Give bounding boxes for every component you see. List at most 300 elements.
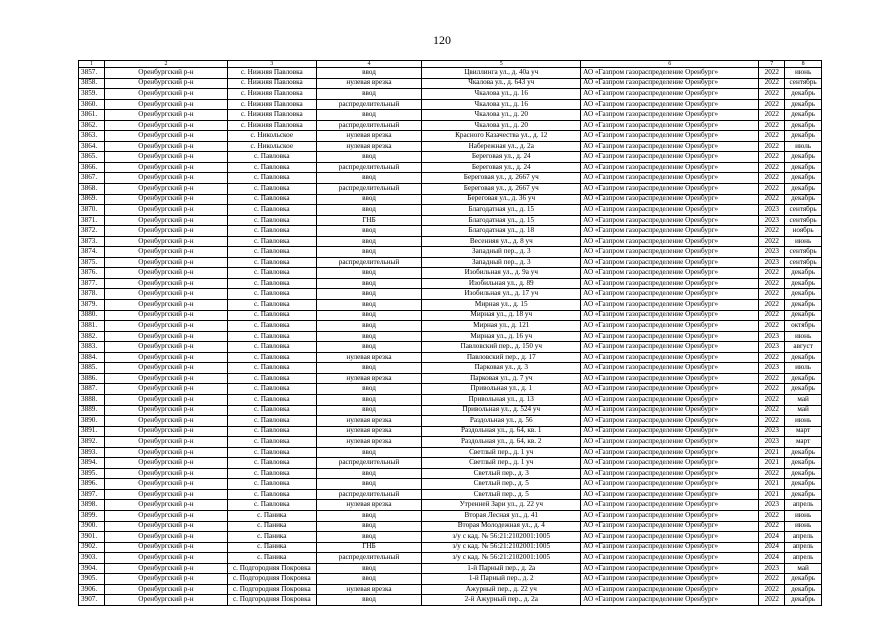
column-header: 6: [581, 61, 759, 68]
table-row: [79, 110, 822, 121]
month-cell: декабрь: [785, 278, 822, 289]
settlement-cell: с. Павловка: [228, 373, 317, 384]
address-cell: Красного Казачества ул., д. 12: [422, 131, 581, 142]
district-cell: Оренбургский р-н: [104, 300, 227, 311]
address-cell: Вторая Молодежная ул., д. 4: [422, 521, 581, 532]
year-cell: 2022: [759, 89, 785, 100]
settlement-cell: с. Паника: [228, 532, 317, 543]
year-cell: 2022: [759, 120, 785, 131]
settlement-cell: с. Павловка: [228, 416, 317, 427]
address-cell: Мирная ул., д. 121: [422, 321, 581, 332]
year-cell: 2023: [759, 342, 785, 353]
settlement-cell: с. Подгородняя Покровка: [228, 563, 317, 574]
organization-cell: АО «Газпром газораспределение Оренбург»: [581, 363, 759, 374]
work-type-cell: распределительный: [316, 184, 422, 195]
settlement-cell: с. Павловка: [228, 394, 317, 405]
district-cell: Оренбургский р-н: [104, 489, 227, 500]
district-cell: Оренбургский р-н: [104, 184, 227, 195]
district-cell: Оренбургский р-н: [104, 352, 227, 363]
table-row: [79, 532, 822, 543]
row-number: 3904.: [79, 563, 105, 574]
work-type-cell: распределительный: [316, 162, 422, 173]
year-cell: 2021: [759, 447, 785, 458]
month-cell: сентябрь: [785, 257, 822, 268]
row-number: 3890.: [79, 416, 105, 427]
month-cell: декабрь: [785, 479, 822, 490]
month-cell: декабрь: [785, 289, 822, 300]
year-cell: 2022: [759, 110, 785, 121]
address-cell: Изобильная ул., д. 89: [422, 278, 581, 289]
organization-cell: АО «Газпром газораспределение Оренбург»: [581, 194, 759, 205]
organization-cell: АО «Газпром газораспределение Оренбург»: [581, 584, 759, 595]
district-cell: Оренбургский р-н: [104, 426, 227, 437]
district-cell: Оренбургский р-н: [104, 532, 227, 543]
work-type-cell: ввод: [316, 110, 422, 121]
row-number: 3898.: [79, 500, 105, 511]
table-row: [79, 205, 822, 216]
settlement-cell: с. Павловка: [228, 173, 317, 184]
settlement-cell: с. Павловка: [228, 447, 317, 458]
table-row: [79, 278, 822, 289]
table-row: [79, 595, 822, 606]
row-number: 3881.: [79, 321, 105, 332]
row-number: 3906.: [79, 584, 105, 595]
year-cell: 2022: [759, 373, 785, 384]
organization-cell: АО «Газпром газораспределение Оренбург»: [581, 447, 759, 458]
column-header: 2: [104, 61, 227, 68]
table-row: [79, 510, 822, 521]
table-row: [79, 342, 822, 353]
work-type-cell: ввод: [316, 68, 422, 79]
address-cell: Привольная ул., д. 524 уч: [422, 405, 581, 416]
organization-cell: АО «Газпром газораспределение Оренбург»: [581, 89, 759, 100]
work-type-cell: ввод: [316, 173, 422, 184]
row-number: 3872.: [79, 226, 105, 237]
address-cell: Ажурный пер., д. 22 уч: [422, 584, 581, 595]
organization-cell: АО «Газпром газораспределение Оренбург»: [581, 553, 759, 564]
year-cell: 2022: [759, 289, 785, 300]
address-cell: Благодатная ул., д. 18: [422, 226, 581, 237]
organization-cell: АО «Газпром газораспределение Оренбург»: [581, 300, 759, 311]
district-cell: Оренбургский р-н: [104, 384, 227, 395]
row-number: 3861.: [79, 110, 105, 121]
organization-cell: АО «Газпром газораспределение Оренбург»: [581, 162, 759, 173]
organization-cell: АО «Газпром газораспределение Оренбург»: [581, 110, 759, 121]
address-cell: Светлый пер., д. 3: [422, 468, 581, 479]
year-cell: 2024: [759, 553, 785, 564]
work-type-cell: нулевая врезка: [316, 352, 422, 363]
organization-cell: АО «Газпром газораспределение Оренбург»: [581, 532, 759, 543]
work-type-cell: распределительный: [316, 99, 422, 110]
month-cell: декабрь: [785, 162, 822, 173]
month-cell: декабрь: [785, 489, 822, 500]
address-cell: Чкалова ул., д. 16: [422, 99, 581, 110]
row-number: 3876.: [79, 268, 105, 279]
month-cell: май: [785, 563, 822, 574]
row-number: 3878.: [79, 289, 105, 300]
settlement-cell: с. Павловка: [228, 479, 317, 490]
district-cell: Оренбургский р-н: [104, 574, 227, 585]
column-header: 7: [759, 61, 785, 68]
year-cell: 2022: [759, 574, 785, 585]
month-cell: ноябрь: [785, 226, 822, 237]
table-row: [79, 437, 822, 448]
organization-cell: АО «Газпром газораспределение Оренбург»: [581, 78, 759, 89]
row-number: 3894.: [79, 458, 105, 469]
month-cell: декабрь: [785, 89, 822, 100]
row-number: 3866.: [79, 162, 105, 173]
address-cell: з/у с кад. № 56:21:2102001:1005: [422, 532, 581, 543]
settlement-cell: с. Павловка: [228, 194, 317, 205]
settlement-cell: с. Нижняя Павловка: [228, 99, 317, 110]
table-body: [79, 68, 822, 606]
year-cell: 2023: [759, 205, 785, 216]
district-cell: Оренбургский р-н: [104, 78, 227, 89]
row-number: 3888.: [79, 394, 105, 405]
table-row: [79, 468, 822, 479]
organization-cell: АО «Газпром газораспределение Оренбург»: [581, 510, 759, 521]
row-number: 3871.: [79, 215, 105, 226]
year-cell: 2022: [759, 78, 785, 89]
address-cell: Западный пер., д. 3: [422, 247, 581, 258]
row-number: 3905.: [79, 574, 105, 585]
table-row: [79, 373, 822, 384]
address-cell: Светлый пер., д. 5: [422, 479, 581, 490]
address-cell: Раздольная ул., д. 64, кв. 2: [422, 437, 581, 448]
month-cell: декабрь: [785, 458, 822, 469]
work-type-cell: ввод: [316, 331, 422, 342]
settlement-cell: с. Павловка: [228, 426, 317, 437]
organization-cell: АО «Газпром газораспределение Оренбург»: [581, 120, 759, 131]
work-type-cell: ввод: [316, 268, 422, 279]
table-row: [79, 384, 822, 395]
month-cell: декабрь: [785, 131, 822, 142]
work-type-cell: ввод: [316, 468, 422, 479]
work-type-cell: ввод: [316, 363, 422, 374]
work-type-cell: ввод: [316, 194, 422, 205]
work-type-cell: нулевая врезка: [316, 131, 422, 142]
work-type-cell: нулевая врезка: [316, 500, 422, 511]
work-type-cell: ввод: [316, 521, 422, 532]
district-cell: Оренбургский р-н: [104, 110, 227, 121]
year-cell: 2022: [759, 384, 785, 395]
year-cell: 2023: [759, 257, 785, 268]
address-cell: Западный пер., д. 3: [422, 257, 581, 268]
year-cell: 2022: [759, 300, 785, 311]
settlement-cell: с. Павловка: [228, 342, 317, 353]
organization-cell: АО «Газпром газораспределение Оренбург»: [581, 394, 759, 405]
month-cell: июль: [785, 363, 822, 374]
work-type-cell: ввод: [316, 226, 422, 237]
year-cell: 2022: [759, 521, 785, 532]
address-cell: Светлый пер., д. 5: [422, 489, 581, 500]
district-cell: Оренбургский р-н: [104, 468, 227, 479]
year-cell: 2023: [759, 563, 785, 574]
settlement-cell: с. Паника: [228, 510, 317, 521]
work-type-cell: ввод: [316, 447, 422, 458]
work-type-cell: ввод: [316, 247, 422, 258]
organization-cell: АО «Газпром газораспределение Оренбург»: [581, 542, 759, 553]
row-number: 3865.: [79, 152, 105, 163]
column-header: 1: [79, 61, 105, 68]
settlement-cell: с. Нижняя Павловка: [228, 110, 317, 121]
settlement-cell: с. Павловка: [228, 458, 317, 469]
row-number: 3858.: [79, 78, 105, 89]
work-type-cell: нулевая врезка: [316, 141, 422, 152]
district-cell: Оренбургский р-н: [104, 194, 227, 205]
year-cell: 2022: [759, 416, 785, 427]
work-type-cell: ввод: [316, 479, 422, 490]
table-row: [79, 489, 822, 500]
district-cell: Оренбургский р-н: [104, 510, 227, 521]
month-cell: декабрь: [785, 574, 822, 585]
district-cell: Оренбургский р-н: [104, 236, 227, 247]
year-cell: 2023: [759, 215, 785, 226]
row-number: 3867.: [79, 173, 105, 184]
month-cell: октябрь: [785, 321, 822, 332]
table-row: [79, 89, 822, 100]
district-cell: Оренбургский р-н: [104, 278, 227, 289]
organization-cell: АО «Газпром газораспределение Оренбург»: [581, 595, 759, 606]
row-number: 3869.: [79, 194, 105, 205]
district-cell: Оренбургский р-н: [104, 500, 227, 511]
settlement-cell: с. Павловка: [228, 226, 317, 237]
year-cell: 2022: [759, 268, 785, 279]
table-row: [79, 521, 822, 532]
row-number: 3903.: [79, 553, 105, 564]
address-cell: Чкалова ул., д. 20: [422, 110, 581, 121]
work-type-cell: нулевая врезка: [316, 373, 422, 384]
district-cell: Оренбургский р-н: [104, 205, 227, 216]
district-cell: Оренбургский р-н: [104, 416, 227, 427]
work-type-cell: ввод: [316, 510, 422, 521]
year-cell: 2022: [759, 194, 785, 205]
table-row: [79, 173, 822, 184]
settlement-cell: с. Павловка: [228, 236, 317, 247]
district-cell: Оренбургский р-н: [104, 215, 227, 226]
year-cell: 2021: [759, 489, 785, 500]
settlement-cell: с. Никольское: [228, 141, 317, 152]
organization-cell: АО «Газпром газораспределение Оренбург»: [581, 384, 759, 395]
district-cell: Оренбургский р-н: [104, 553, 227, 564]
row-number: 3879.: [79, 300, 105, 311]
address-cell: Чкалова ул., д. 20: [422, 120, 581, 131]
address-cell: Вторая Лесная ул., д. 41: [422, 510, 581, 521]
column-header: 5: [422, 61, 581, 68]
address-cell: Набережная ул., д. 2а: [422, 141, 581, 152]
year-cell: 2023: [759, 426, 785, 437]
district-cell: Оренбургский р-н: [104, 373, 227, 384]
year-cell: 2022: [759, 394, 785, 405]
month-cell: сентябрь: [785, 78, 822, 89]
organization-cell: АО «Газпром газораспределение Оренбург»: [581, 141, 759, 152]
month-cell: декабрь: [785, 310, 822, 321]
row-number: 3907.: [79, 595, 105, 606]
settlement-cell: с. Павловка: [228, 247, 317, 258]
address-cell: 1-й Парный пер., д. 2: [422, 574, 581, 585]
settlement-cell: с. Павловка: [228, 352, 317, 363]
row-number: 3899.: [79, 510, 105, 521]
settlement-cell: с. Павловка: [228, 384, 317, 395]
month-cell: декабрь: [785, 120, 822, 131]
year-cell: 2022: [759, 141, 785, 152]
month-cell: июль: [785, 141, 822, 152]
table-row: [79, 405, 822, 416]
settlement-cell: с. Павловка: [228, 215, 317, 226]
district-cell: Оренбургский р-н: [104, 542, 227, 553]
settlement-cell: с. Никольское: [228, 131, 317, 142]
row-number: 3887.: [79, 384, 105, 395]
table-row: [79, 542, 822, 553]
row-number: 3857.: [79, 68, 105, 79]
organization-cell: АО «Газпром газораспределение Оренбург»: [581, 321, 759, 332]
district-cell: Оренбургский р-н: [104, 268, 227, 279]
district-cell: Оренбургский р-н: [104, 405, 227, 416]
settlement-cell: с. Паника: [228, 553, 317, 564]
organization-cell: АО «Газпром газораспределение Оренбург»: [581, 236, 759, 247]
organization-cell: АО «Газпром газораспределение Оренбург»: [581, 352, 759, 363]
month-cell: июнь: [785, 68, 822, 79]
organization-cell: АО «Газпром газораспределение Оренбург»: [581, 173, 759, 184]
column-number-row: [79, 61, 822, 68]
organization-cell: АО «Газпром газораспределение Оренбург»: [581, 131, 759, 142]
table-row: [79, 500, 822, 511]
table-row: [79, 78, 822, 89]
row-number: 3901.: [79, 532, 105, 543]
table-row: [79, 479, 822, 490]
address-cell: Чкалова ул., д. 16: [422, 89, 581, 100]
table-row: [79, 447, 822, 458]
address-cell: Светлый пер., д. 1 уч: [422, 447, 581, 458]
address-cell: Весенняя ул., д. 8 уч: [422, 236, 581, 247]
district-cell: Оренбургский р-н: [104, 521, 227, 532]
work-type-cell: ввод: [316, 278, 422, 289]
table-row: [79, 363, 822, 374]
month-cell: апрель: [785, 532, 822, 543]
year-cell: 2022: [759, 184, 785, 195]
year-cell: 2023: [759, 331, 785, 342]
settlement-cell: с. Нижняя Павловка: [228, 89, 317, 100]
settlement-cell: с. Павловка: [228, 257, 317, 268]
organization-cell: АО «Газпром газораспределение Оренбург»: [581, 278, 759, 289]
settlement-cell: с. Павловка: [228, 300, 317, 311]
table-row: [79, 352, 822, 363]
month-cell: сентябрь: [785, 247, 822, 258]
year-cell: 2021: [759, 458, 785, 469]
district-cell: Оренбургский р-н: [104, 247, 227, 258]
month-cell: декабрь: [785, 352, 822, 363]
row-number: 3864.: [79, 141, 105, 152]
organization-cell: АО «Газпром газораспределение Оренбург»: [581, 574, 759, 585]
settlement-cell: с. Подгородняя Покровка: [228, 574, 317, 585]
address-cell: Береговая ул., д. 36 уч: [422, 194, 581, 205]
gasification-register-table: [78, 60, 822, 606]
settlement-cell: с. Нижняя Павловка: [228, 78, 317, 89]
settlement-cell: с. Нижняя Павловка: [228, 120, 317, 131]
row-number: 3884.: [79, 352, 105, 363]
district-cell: Оренбургский р-н: [104, 563, 227, 574]
year-cell: 2022: [759, 173, 785, 184]
row-number: 3892.: [79, 437, 105, 448]
work-type-cell: ввод: [316, 595, 422, 606]
district-cell: Оренбургский р-н: [104, 331, 227, 342]
month-cell: июнь: [785, 416, 822, 427]
address-cell: 2-й Ажурный пер., д. 2а: [422, 595, 581, 606]
row-number: 3875.: [79, 257, 105, 268]
table-row: [79, 574, 822, 585]
row-number: 3900.: [79, 521, 105, 532]
organization-cell: АО «Газпром газораспределение Оренбург»: [581, 437, 759, 448]
row-number: 3891.: [79, 426, 105, 437]
organization-cell: АО «Газпром газораспределение Оренбург»: [581, 468, 759, 479]
work-type-cell: ввод: [316, 205, 422, 216]
month-cell: апрель: [785, 542, 822, 553]
address-cell: Парковая ул., д. 7 уч: [422, 373, 581, 384]
year-cell: 2022: [759, 99, 785, 110]
year-cell: 2023: [759, 500, 785, 511]
month-cell: декабрь: [785, 447, 822, 458]
address-cell: Изобильная ул., д. 17 уч: [422, 289, 581, 300]
row-number: 3902.: [79, 542, 105, 553]
month-cell: сентябрь: [785, 205, 822, 216]
district-cell: Оренбургский р-н: [104, 447, 227, 458]
year-cell: 2022: [759, 162, 785, 173]
work-type-cell: ввод: [316, 384, 422, 395]
settlement-cell: с. Нижняя Павловка: [228, 68, 317, 79]
month-cell: март: [785, 437, 822, 448]
month-cell: август: [785, 342, 822, 353]
settlement-cell: с. Павловка: [228, 278, 317, 289]
address-cell: Мирная ул., д. 16 уч: [422, 331, 581, 342]
month-cell: декабрь: [785, 384, 822, 395]
district-cell: Оренбургский р-н: [104, 342, 227, 353]
organization-cell: АО «Газпром газораспределение Оренбург»: [581, 521, 759, 532]
row-number: 3862.: [79, 120, 105, 131]
settlement-cell: с. Павловка: [228, 363, 317, 374]
year-cell: 2022: [759, 321, 785, 332]
organization-cell: АО «Газпром газораспределение Оренбург»: [581, 458, 759, 469]
month-cell: декабрь: [785, 468, 822, 479]
work-type-cell: нулевая врезка: [316, 78, 422, 89]
row-number: 3896.: [79, 479, 105, 490]
row-number: 3859.: [79, 89, 105, 100]
organization-cell: АО «Газпром газораспределение Оренбург»: [581, 205, 759, 216]
table-row: [79, 68, 822, 79]
organization-cell: АО «Газпром газораспределение Оренбург»: [581, 289, 759, 300]
work-type-cell: ввод: [316, 236, 422, 247]
address-cell: Благодатная ул., д. 15: [422, 205, 581, 216]
address-cell: Светлый пер., д. 1 уч: [422, 458, 581, 469]
district-cell: Оренбургский р-н: [104, 595, 227, 606]
settlement-cell: с. Подгородняя Покровка: [228, 595, 317, 606]
work-type-cell: распределительный: [316, 489, 422, 500]
settlement-cell: с. Павловка: [228, 489, 317, 500]
month-cell: декабрь: [785, 173, 822, 184]
district-cell: Оренбургский р-н: [104, 89, 227, 100]
table-row: [79, 289, 822, 300]
address-cell: Павловский пер., д. 17: [422, 352, 581, 363]
table-row: [79, 563, 822, 574]
year-cell: 2022: [759, 68, 785, 79]
district-cell: Оренбургский р-н: [104, 120, 227, 131]
month-cell: декабрь: [785, 300, 822, 311]
settlement-cell: с. Подгородняя Покровка: [228, 584, 317, 595]
settlement-cell: с. Павловка: [228, 268, 317, 279]
address-cell: з/у с кад. № 56:21:2102001:1005: [422, 542, 581, 553]
district-cell: Оренбургский р-н: [104, 321, 227, 332]
year-cell: 2022: [759, 595, 785, 606]
district-cell: Оренбургский р-н: [104, 289, 227, 300]
